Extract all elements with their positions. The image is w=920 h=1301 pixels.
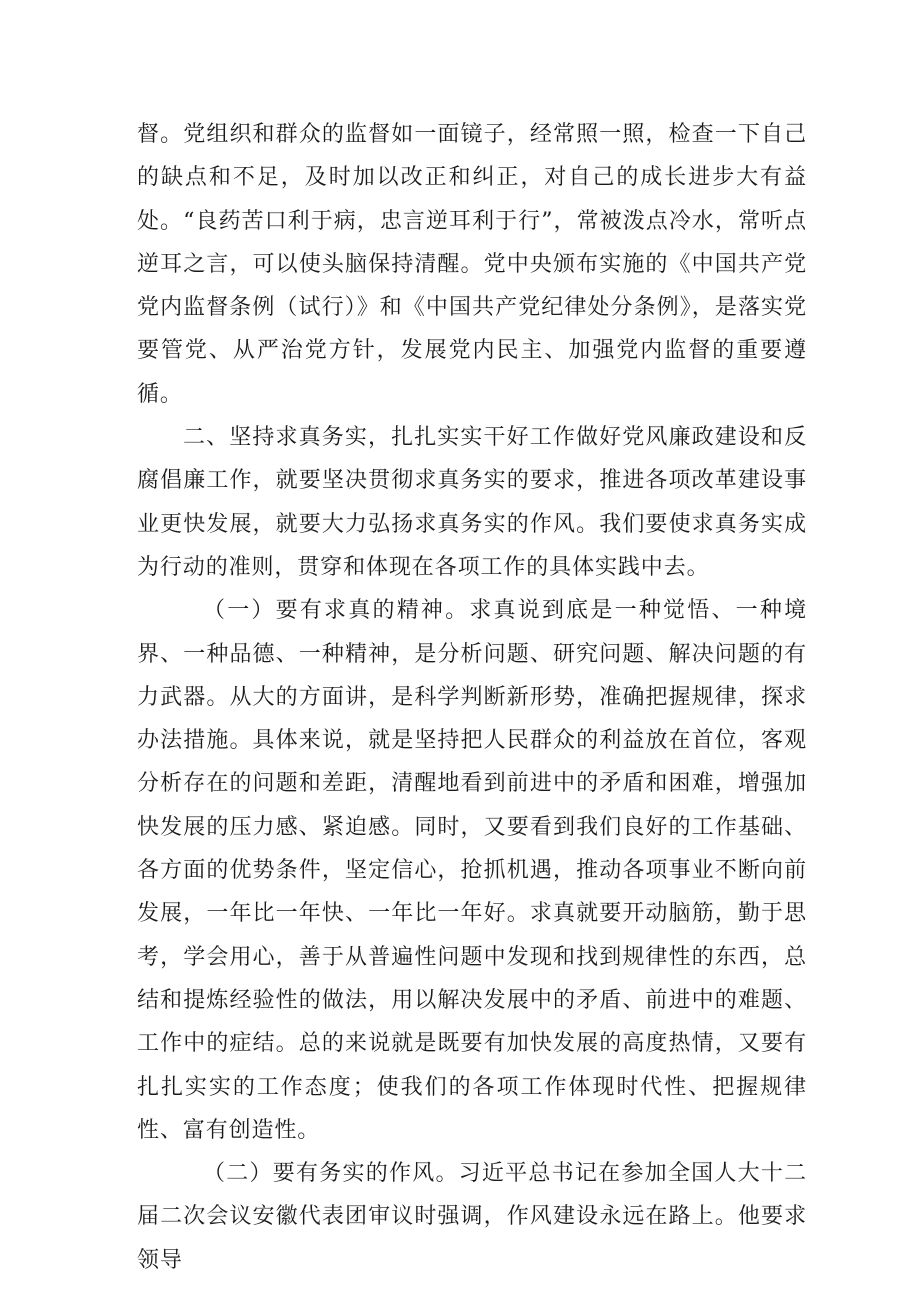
paragraph-section-two: 二、坚持求真务实，扎扎实实干好工作做好党风廉政建设和反腐倡廉工作，就要坚决贯彻求真务实的要求，推进各项改革建设事业更快发展，就要大力弘扬求真务实的作风。我们要使求真务实成为行动的准则，贯穿和体现在各项工作的具体实践中去。 [137,425,807,580]
paragraph-subsection-one: （一）要有求真的精神。求真说到底是一种觉悟、一种境界、一种品德、一种精神，是分析问题、研究问题、解决问题的有力武器。从大的方面讲，是科学判断新形势，准确把握规律，探求办法措施。具体来说，就是坚持把人民群众的利益放在首位，客观分析存在的问题和差距，清醒地看到前进中的矛盾和困难，增强加快发展的压力感、紧迫感。同时，又要看到我们良好的工作基础、各方面的优势条件，坚定信心，抢抓机遇，推动各项事业不断向前发展，一年比一年快、一年比一年好。求真就要开动脑筋，勤于思考，学会用心，善于从普遍性问题中发现和找到规律性的东西，总结和提炼经验性的做法，用以解决发展中的矛盾、前进中的难题、工作中的症结。总的来说就是既要有加快发展的高度热情，又要有扎扎实实的工作态度；使我们的各项工作体现时代性、把握规律性、富有创造性。 [137,598,807,1143]
body-text [137,113,807,1282]
paragraph-subsection-two: （二）要有务实的作风。习近平总书记在参加全国人大十二届二次会议安徽代表团审议时强调，作风建设永远在路上。他要求领导 [137,1161,807,1273]
paragraph-continued: 督。党组织和群众的监督如一面镜子，经常照一照，检查一下自己的缺点和不足，及时加以改正和纠正，对自己的成长进步大有益处。“良药苦口利于病，忠言逆耳利于行”，常被泼点冷水，常听点逆耳之言，可以使头脑保持清醒。党中央颁布实施的《中国共产党党内监督条例（试行）》和《中国共产党纪律处分条例》，是落实党要管党、从严治党方针，发展党内民主、加强党内监督的重要遵循。 [137,122,807,407]
